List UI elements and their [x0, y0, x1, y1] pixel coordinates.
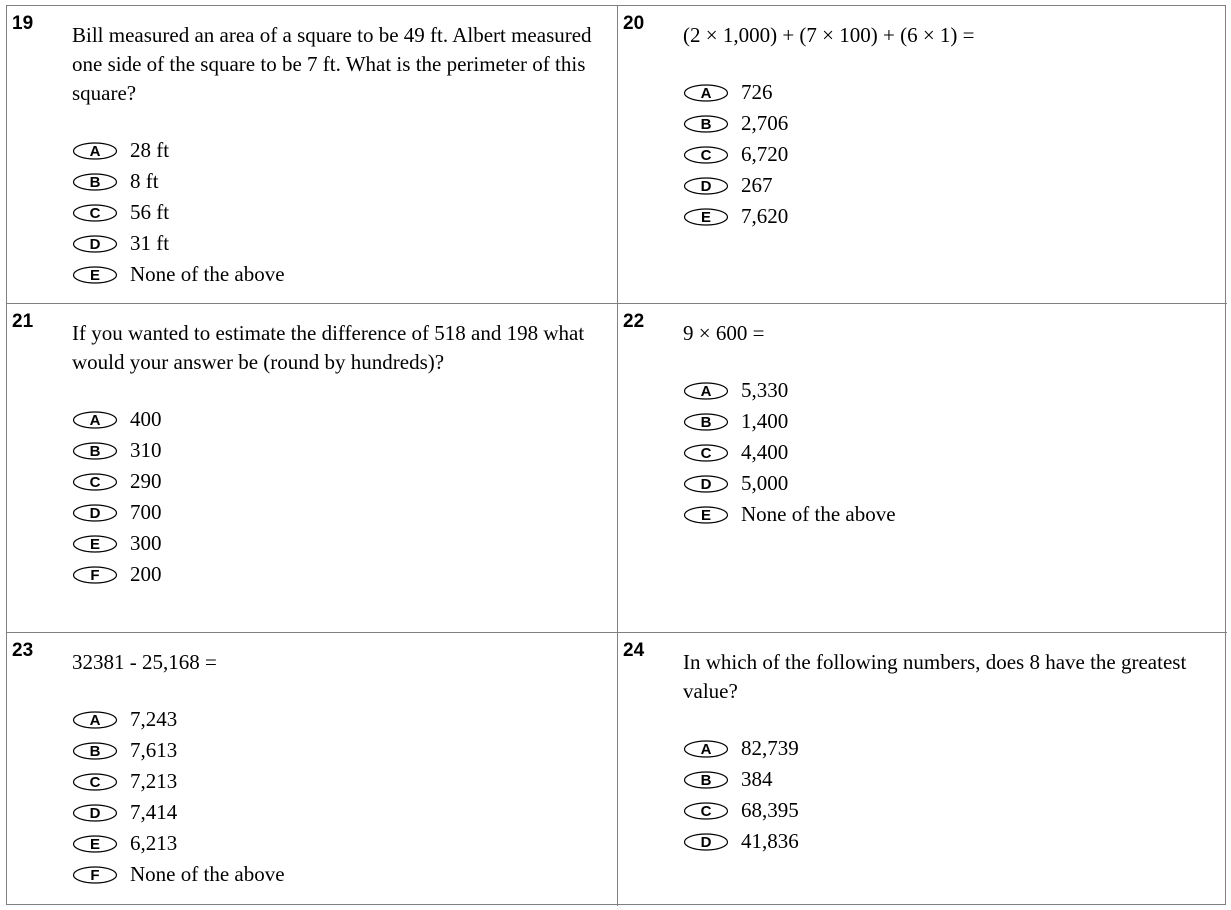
- answer-bubble-icon[interactable]: [72, 265, 118, 285]
- answer-choice-text: None of the above: [130, 262, 285, 286]
- answer-choice-text: 56 ft: [130, 200, 170, 224]
- answer-letter: C: [89, 773, 101, 791]
- answer-choice[interactable]: [72, 228, 603, 259]
- answer-bubble-icon[interactable]: [72, 441, 118, 461]
- answer-choice-text: 6,213: [130, 831, 178, 855]
- answer-choice[interactable]: [683, 795, 1213, 826]
- question-body: [683, 648, 1213, 857]
- answer-letter: E: [700, 208, 712, 226]
- answer-letter: D: [700, 177, 712, 195]
- answer-bubble-icon[interactable]: [683, 832, 729, 852]
- answer-choice[interactable]: [72, 135, 603, 166]
- answer-choice[interactable]: [72, 404, 603, 435]
- answer-letter: B: [89, 742, 101, 760]
- question-number: 23: [12, 640, 34, 661]
- answer-choice[interactable]: [72, 704, 603, 735]
- question-number: 24: [623, 640, 645, 661]
- answer-choice[interactable]: [72, 259, 603, 290]
- answer-choice[interactable]: [683, 406, 1213, 437]
- answer-choice[interactable]: [72, 559, 603, 590]
- question-text: In which of the following numbers, does 8 have the greatest value?: [683, 650, 1192, 703]
- answer-choice-text: 2,706: [741, 111, 789, 135]
- answer-choice-text: 7,620: [741, 204, 789, 228]
- answer-bubble-icon[interactable]: [72, 834, 118, 854]
- question-number: 20: [623, 13, 645, 34]
- answer-choice-text: 7,243: [130, 707, 178, 731]
- answer-letter: A: [700, 382, 712, 400]
- answer-choices: [683, 733, 1213, 857]
- answer-bubble-icon[interactable]: [683, 505, 729, 525]
- answer-choice[interactable]: [72, 528, 603, 559]
- answer-choice-text: 68,395: [741, 798, 799, 822]
- answer-letter: C: [89, 204, 101, 222]
- question-number: 19: [12, 13, 34, 34]
- answer-choice[interactable]: [72, 497, 603, 528]
- answer-choice[interactable]: [683, 468, 1213, 499]
- answer-letter: C: [700, 146, 712, 164]
- answer-bubble-icon[interactable]: [72, 565, 118, 585]
- answer-letter: C: [700, 802, 712, 820]
- answer-choice[interactable]: [683, 201, 1213, 232]
- answer-choice-text: 300: [130, 531, 162, 555]
- answer-choice-text: 82,739: [741, 736, 799, 760]
- answer-choice-text: 5,000: [741, 471, 789, 495]
- answer-bubble-icon[interactable]: [72, 710, 118, 730]
- answer-choice-text: None of the above: [741, 502, 896, 526]
- answer-bubble-icon[interactable]: [683, 474, 729, 494]
- question-body: [683, 21, 1213, 232]
- answer-bubble-icon[interactable]: [683, 176, 729, 196]
- answer-bubble-icon[interactable]: [72, 234, 118, 254]
- answer-bubble-icon[interactable]: [683, 83, 729, 103]
- question-text: If you wanted to estimate the difference of 518 and 198 what would your answer be (round by hundreds)?: [72, 321, 590, 374]
- answer-letter: C: [89, 473, 101, 491]
- answer-choices: [72, 704, 603, 890]
- answer-choice[interactable]: [683, 375, 1213, 406]
- answer-choice[interactable]: [72, 435, 603, 466]
- answer-choice[interactable]: [72, 859, 603, 890]
- answer-choice[interactable]: [683, 764, 1213, 795]
- question-body: [72, 21, 603, 290]
- answer-choices: [683, 77, 1213, 232]
- question-cell: [618, 633, 1227, 906]
- answer-letter: F: [90, 866, 100, 884]
- question-text: 9 × 600 =: [683, 321, 765, 345]
- answer-choice-text: 8 ft: [130, 169, 159, 193]
- answer-choice-text: 290: [130, 469, 162, 493]
- answer-choice[interactable]: [683, 108, 1213, 139]
- answer-bubble-icon[interactable]: [683, 381, 729, 401]
- answer-letter: D: [89, 504, 101, 522]
- answer-letter: A: [700, 740, 712, 758]
- question-number: 21: [12, 311, 34, 332]
- answer-choice-text: None of the above: [130, 862, 285, 886]
- answer-choice[interactable]: [72, 766, 603, 797]
- answer-choice[interactable]: [72, 466, 603, 497]
- answer-bubble-icon[interactable]: [72, 741, 118, 761]
- answer-letter: E: [89, 835, 101, 853]
- answer-letter: A: [89, 711, 101, 729]
- answer-letter: B: [700, 413, 712, 431]
- answer-bubble-icon[interactable]: [683, 145, 729, 165]
- answer-letter: B: [700, 115, 712, 133]
- question-cell: [618, 304, 1227, 633]
- answer-letter: E: [89, 266, 101, 284]
- answer-letter: B: [89, 173, 101, 191]
- question-cell: [7, 304, 618, 633]
- question-body: [72, 648, 603, 890]
- answer-bubble-icon[interactable]: [683, 443, 729, 463]
- answer-choice-text: 200: [130, 562, 162, 586]
- answer-choice-text: 310: [130, 438, 162, 462]
- answer-choice[interactable]: [683, 733, 1213, 764]
- answer-letter: A: [89, 411, 101, 429]
- answer-choice[interactable]: [683, 826, 1213, 857]
- answer-choice-text: 6,720: [741, 142, 789, 166]
- answer-choice[interactable]: [683, 170, 1213, 201]
- answer-choice-text: 1,400: [741, 409, 789, 433]
- answer-bubble-icon[interactable]: [72, 472, 118, 492]
- answer-choice-text: 5,330: [741, 378, 789, 402]
- answer-choices: [683, 375, 1213, 530]
- answer-choice-text: 267: [741, 173, 773, 197]
- answer-bubble-icon[interactable]: [683, 207, 729, 227]
- answer-choices: [72, 135, 603, 290]
- answer-bubble-icon[interactable]: [72, 203, 118, 223]
- answer-bubble-icon[interactable]: [72, 865, 118, 885]
- question-text: Bill measured an area of a square to be 49 ft. Albert measured one side of the square to be 7 ft. What is the perimeter of this square?: [72, 23, 597, 105]
- answer-choice-text: 28 ft: [130, 138, 170, 162]
- answer-choice[interactable]: [72, 797, 603, 828]
- answer-choice[interactable]: [683, 437, 1213, 468]
- answer-bubble-icon[interactable]: [683, 801, 729, 821]
- answer-bubble-icon[interactable]: [72, 534, 118, 554]
- answer-choice-text: 700: [130, 500, 162, 524]
- answer-letter: A: [700, 84, 712, 102]
- answer-choice[interactable]: [72, 828, 603, 859]
- answer-bubble-icon[interactable]: [72, 772, 118, 792]
- answer-choice-text: 400: [130, 407, 162, 431]
- answer-bubble-icon[interactable]: [72, 141, 118, 161]
- question-cell: [618, 6, 1227, 304]
- answer-choice[interactable]: [683, 139, 1213, 170]
- question-cell: [7, 6, 618, 304]
- answer-choice-text: 31 ft: [130, 231, 170, 255]
- answer-choice-text: 4,400: [741, 440, 789, 464]
- answer-choice[interactable]: [72, 166, 603, 197]
- answer-letter: D: [700, 475, 712, 493]
- answer-letter: B: [700, 771, 712, 789]
- answer-letter: D: [700, 833, 712, 851]
- question-body: [72, 319, 603, 590]
- answer-letter: D: [89, 235, 101, 253]
- answer-bubble-icon[interactable]: [72, 503, 118, 523]
- answer-letter: C: [700, 444, 712, 462]
- answer-letter: D: [89, 804, 101, 822]
- answer-choices: [72, 404, 603, 590]
- answer-bubble-icon[interactable]: [72, 803, 118, 823]
- answer-bubble-icon[interactable]: [683, 770, 729, 790]
- answer-choice[interactable]: [72, 197, 603, 228]
- question-grid: [6, 5, 1226, 905]
- answer-choice-text: 41,836: [741, 829, 799, 853]
- question-text: 32381 - 25,168 =: [72, 650, 217, 674]
- answer-letter: E: [89, 535, 101, 553]
- question-body: [683, 319, 1213, 530]
- question-number: 22: [623, 311, 645, 332]
- answer-choice[interactable]: [72, 735, 603, 766]
- answer-bubble-icon[interactable]: [683, 114, 729, 134]
- answer-choice[interactable]: [683, 499, 1213, 530]
- answer-choice[interactable]: [683, 77, 1213, 108]
- answer-letter: E: [700, 506, 712, 524]
- answer-bubble-icon[interactable]: [72, 410, 118, 430]
- answer-letter: F: [90, 566, 100, 584]
- answer-bubble-icon[interactable]: [72, 172, 118, 192]
- answer-letter: B: [89, 442, 101, 460]
- answer-choice-text: 384: [741, 767, 773, 791]
- answer-letter: A: [89, 142, 101, 160]
- question-cell: [7, 633, 618, 906]
- answer-bubble-icon[interactable]: [683, 739, 729, 759]
- answer-bubble-icon[interactable]: [683, 412, 729, 432]
- question-text: (2 × 1,000) + (7 × 100) + (6 × 1) =: [683, 23, 975, 47]
- answer-choice-text: 7,613: [130, 738, 178, 762]
- answer-choice-text: 7,213: [130, 769, 178, 793]
- answer-choice-text: 726: [741, 80, 773, 104]
- answer-choice-text: 7,414: [130, 800, 178, 824]
